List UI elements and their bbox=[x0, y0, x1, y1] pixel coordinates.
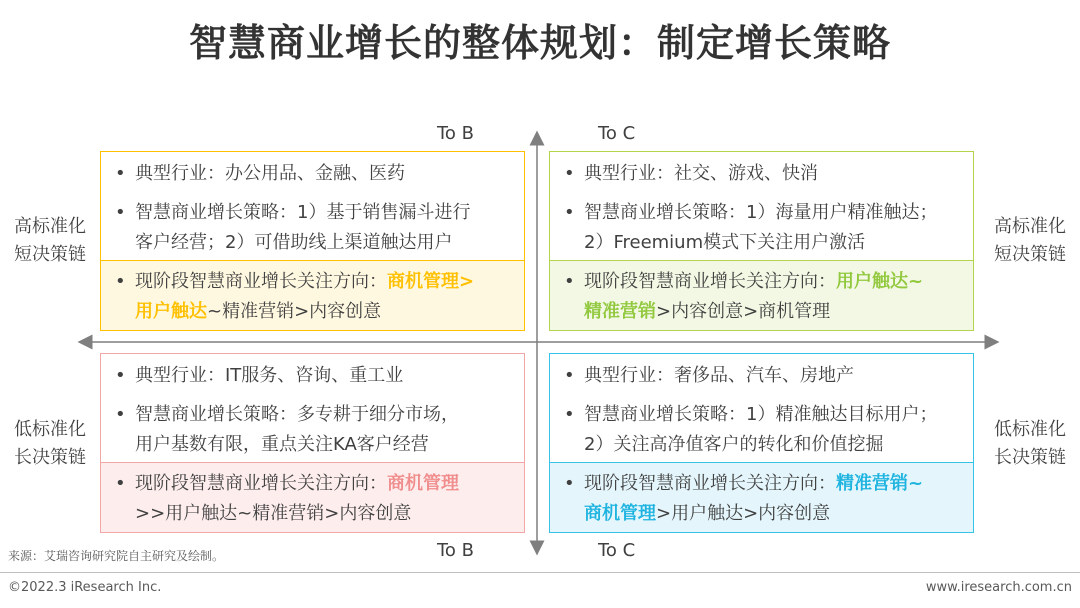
focus-rest: >用户触达>内容创意 bbox=[656, 503, 831, 524]
side-label-right-upper bbox=[985, 213, 1075, 269]
focus-panel bbox=[101, 260, 524, 330]
focus-panel bbox=[550, 462, 973, 532]
side-label-right-lower bbox=[985, 416, 1075, 472]
focus-rest: >内容创意>商机管理 bbox=[656, 301, 831, 322]
focus-highlight: 精准营销~ bbox=[836, 473, 924, 494]
focus-rest: ~精准营销>内容创意 bbox=[207, 301, 382, 322]
side-label-line: 高标准化 bbox=[14, 216, 86, 237]
quadrant-tob-high-std bbox=[100, 151, 525, 331]
side-label-line: 长决策链 bbox=[994, 447, 1066, 468]
focus-highlight: 商机管理 bbox=[584, 503, 656, 524]
side-label-line: 低标准化 bbox=[14, 419, 86, 440]
side-label-line: 长决策链 bbox=[14, 447, 86, 468]
side-label-line: 短决策链 bbox=[994, 244, 1066, 265]
strategy-line: 智慧商业增长策略：1）海量用户精准触达； bbox=[584, 202, 938, 223]
focus-rest: >>用户触达~精准营销>内容创意 bbox=[135, 503, 412, 524]
quadrant-toc-low-std bbox=[549, 353, 974, 533]
focus-prefix: 现阶段智慧商业增长关注方向： bbox=[584, 473, 836, 494]
focus-highlight: 用户触达~ bbox=[836, 271, 924, 292]
focus-text bbox=[550, 267, 973, 327]
quadrant-tob-low-std bbox=[100, 353, 525, 533]
focus-highlight: 商机管理> bbox=[387, 271, 475, 292]
focus-highlight: 精准营销 bbox=[584, 301, 656, 322]
axis-label-top-left: To B bbox=[437, 123, 475, 144]
focus-prefix: 现阶段智慧商业增长关注方向： bbox=[584, 271, 836, 292]
side-label-line: 短决策链 bbox=[14, 244, 86, 265]
industry-text: • 典型行业：奢侈品、汽车、房地产 bbox=[550, 361, 973, 391]
side-label-left-lower bbox=[5, 416, 95, 472]
strategy-text bbox=[101, 198, 524, 258]
focus-text bbox=[550, 469, 973, 529]
focus-panel bbox=[101, 462, 524, 532]
strategy-text bbox=[550, 400, 973, 460]
side-label-line: 高标准化 bbox=[994, 216, 1066, 237]
strategy-text bbox=[101, 400, 524, 460]
focus-prefix: 现阶段智慧商业增长关注方向： bbox=[135, 271, 387, 292]
strategy-line: 智慧商业增长策略：多专耕于细分市场， bbox=[135, 404, 459, 425]
website-link[interactable]: www.iresearch.com.cn bbox=[925, 580, 1072, 595]
side-label-line: 低标准化 bbox=[994, 419, 1066, 440]
strategy-text bbox=[550, 198, 973, 258]
strategy-line: 智慧商业增长策略：1）精准触达目标用户； bbox=[584, 404, 938, 425]
axis-label-bottom-left: To B bbox=[437, 540, 475, 561]
quadrant-toc-high-std bbox=[549, 151, 974, 331]
axis-label-bottom-right: To C bbox=[598, 540, 636, 561]
strategy-line: 2）Freemium模式下关注用户激活 bbox=[584, 232, 866, 253]
focus-prefix: 现阶段智慧商业增长关注方向： bbox=[135, 473, 387, 494]
industry-text: • 典型行业：办公用品、金融、医药 bbox=[101, 159, 524, 189]
side-label-left-upper bbox=[5, 213, 95, 269]
focus-panel bbox=[550, 260, 973, 330]
footer-divider bbox=[0, 572, 1080, 573]
strategy-line: 用户基数有限，重点关注KA客户经营 bbox=[135, 434, 429, 455]
strategy-line: 2）关注高净值客户的转化和价值挖掘 bbox=[584, 434, 884, 455]
strategy-line: 客户经营；2）可借助线上渠道触达用户 bbox=[135, 232, 453, 253]
page-title: 智慧商业增长的整体规划：制定增长策略 bbox=[188, 21, 891, 65]
focus-text bbox=[101, 469, 524, 529]
industry-text: • 典型行业：社交、游戏、快消 bbox=[550, 159, 973, 189]
copyright-text: ©2022.3 iResearch Inc. bbox=[8, 580, 162, 595]
strategy-line: 智慧商业增长策略：1）基于销售漏斗进行 bbox=[135, 202, 471, 223]
focus-highlight: 用户触达 bbox=[135, 301, 207, 322]
focus-highlight: 商机管理 bbox=[387, 473, 459, 494]
source-note: 来源：艾瑞咨询研究院自主研究及绘制。 bbox=[8, 549, 225, 563]
industry-text: • 典型行业：IT服务、咨询、重工业 bbox=[101, 361, 524, 391]
focus-text bbox=[101, 267, 524, 327]
axis-label-top-right: To C bbox=[598, 123, 636, 144]
